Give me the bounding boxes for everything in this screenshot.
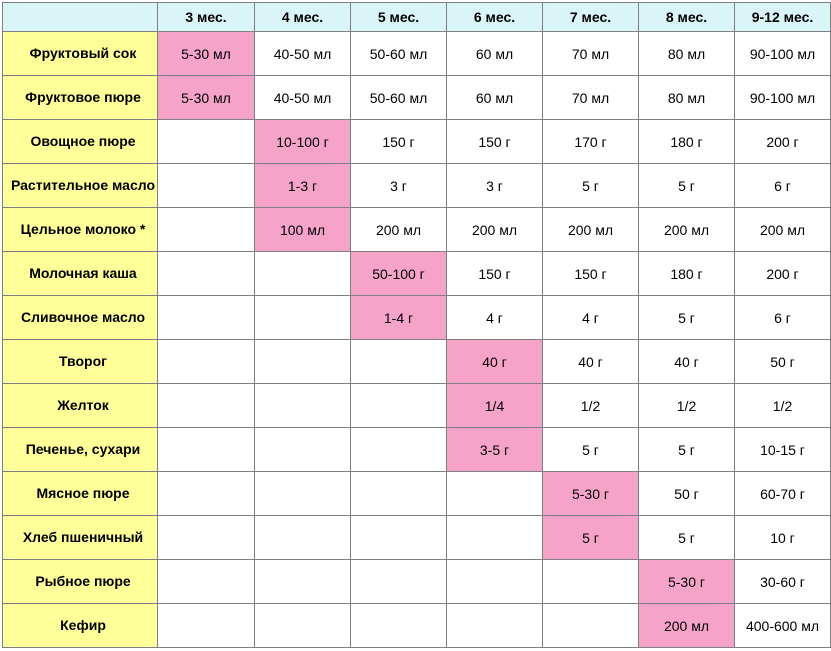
amount-cell: 1/2 [639, 384, 735, 428]
amount-cell: 3 г [447, 164, 543, 208]
amount-cell [255, 296, 351, 340]
amount-cell: 90-100 мл [735, 32, 831, 76]
food-label: Рыбное пюре [3, 560, 158, 604]
intro-amount-cell: 5-30 мл [158, 76, 255, 120]
amount-cell [158, 164, 255, 208]
amount-cell: 400-600 мл [735, 604, 831, 648]
table-row [3, 164, 831, 208]
intro-amount-cell: 5-30 г [639, 560, 735, 604]
food-label: Цельное молоко * [3, 208, 158, 252]
feeding-table [2, 2, 831, 648]
amount-cell: 5 г [639, 164, 735, 208]
amount-cell: 50-60 мл [351, 32, 447, 76]
table-row [3, 76, 831, 120]
amount-cell [351, 340, 447, 384]
intro-amount-cell: 5-30 г [543, 472, 639, 516]
amount-cell: 50-60 мл [351, 76, 447, 120]
amount-cell: 30-60 г [735, 560, 831, 604]
amount-cell: 200 г [735, 120, 831, 164]
amount-cell [543, 560, 639, 604]
amount-cell [255, 472, 351, 516]
amount-cell: 4 г [543, 296, 639, 340]
amount-cell [351, 560, 447, 604]
table-row [3, 340, 831, 384]
food-label: Мясное пюре [3, 472, 158, 516]
amount-cell: 180 г [639, 252, 735, 296]
amount-cell: 3 г [351, 164, 447, 208]
intro-amount-cell: 1-3 г [255, 164, 351, 208]
food-label: Желток [3, 384, 158, 428]
table-row [3, 32, 831, 76]
amount-cell [351, 384, 447, 428]
column-header: 5 мес. [351, 3, 447, 32]
amount-cell [158, 208, 255, 252]
intro-amount-cell: 3-5 г [447, 428, 543, 472]
column-header: 6 мес. [447, 3, 543, 32]
amount-cell: 200 мл [447, 208, 543, 252]
amount-cell: 5 г [639, 516, 735, 560]
amount-cell [158, 340, 255, 384]
amount-cell: 150 г [351, 120, 447, 164]
table-row [3, 472, 831, 516]
amount-cell: 1/2 [543, 384, 639, 428]
food-label: Овощное пюре [3, 120, 158, 164]
amount-cell: 90-100 мл [735, 76, 831, 120]
intro-amount-cell: 10-100 г [255, 120, 351, 164]
amount-cell [158, 252, 255, 296]
amount-cell: 40 г [639, 340, 735, 384]
amount-cell: 5 г [639, 296, 735, 340]
amount-cell [447, 516, 543, 560]
amount-cell: 1/2 [735, 384, 831, 428]
amount-cell [158, 472, 255, 516]
amount-cell [351, 472, 447, 516]
food-label: Кефир [3, 604, 158, 648]
intro-amount-cell: 40 г [447, 340, 543, 384]
table-row [3, 560, 831, 604]
table-body [3, 32, 831, 648]
table-row [3, 208, 831, 252]
amount-cell: 50 г [735, 340, 831, 384]
amount-cell: 50 г [639, 472, 735, 516]
amount-cell: 200 мл [735, 208, 831, 252]
column-header: 3 мес. [158, 3, 255, 32]
table-row [3, 604, 831, 648]
amount-cell [447, 560, 543, 604]
table-row [3, 384, 831, 428]
amount-cell: 40-50 мл [255, 76, 351, 120]
amount-cell [255, 428, 351, 472]
amount-cell: 70 мл [543, 32, 639, 76]
food-label: Фруктовый сок [3, 32, 158, 76]
amount-cell: 6 г [735, 164, 831, 208]
table-row [3, 428, 831, 472]
amount-cell [543, 604, 639, 648]
food-label: Хлеб пшеничный [3, 516, 158, 560]
amount-cell: 200 мл [543, 208, 639, 252]
food-label: Молочная каша [3, 252, 158, 296]
amount-cell [158, 428, 255, 472]
amount-cell: 80 мл [639, 32, 735, 76]
intro-amount-cell: 50-100 г [351, 252, 447, 296]
column-header: 9-12 мес. [735, 3, 831, 32]
amount-cell [158, 560, 255, 604]
amount-cell: 60 мл [447, 32, 543, 76]
amount-cell [255, 604, 351, 648]
amount-cell [158, 604, 255, 648]
amount-cell: 80 мл [639, 76, 735, 120]
amount-cell [351, 516, 447, 560]
amount-cell: 60-70 г [735, 472, 831, 516]
amount-cell [351, 604, 447, 648]
amount-cell [158, 120, 255, 164]
amount-cell: 170 г [543, 120, 639, 164]
column-header: 4 мес. [255, 3, 351, 32]
food-label: Печенье, сухари [3, 428, 158, 472]
amount-cell [158, 296, 255, 340]
amount-cell [158, 384, 255, 428]
food-label: Сливочное масло [3, 296, 158, 340]
food-label: Творог [3, 340, 158, 384]
amount-cell [255, 560, 351, 604]
column-header: 7 мес. [543, 3, 639, 32]
amount-cell [351, 428, 447, 472]
food-label: Фруктовое пюре [3, 76, 158, 120]
amount-cell [255, 252, 351, 296]
amount-cell: 200 г [735, 252, 831, 296]
amount-cell [158, 516, 255, 560]
amount-cell [447, 472, 543, 516]
intro-amount-cell: 100 мл [255, 208, 351, 252]
amount-cell: 180 г [639, 120, 735, 164]
food-label: Растительное масло [3, 164, 158, 208]
header-corner-cell [3, 3, 158, 32]
amount-cell [447, 604, 543, 648]
intro-amount-cell: 5-30 мл [158, 32, 255, 76]
amount-cell: 70 мл [543, 76, 639, 120]
table-row [3, 252, 831, 296]
amount-cell: 150 г [543, 252, 639, 296]
amount-cell: 60 мл [447, 76, 543, 120]
amount-cell: 200 мл [351, 208, 447, 252]
table-row [3, 120, 831, 164]
amount-cell: 10 г [735, 516, 831, 560]
header-row [3, 3, 831, 32]
amount-cell: 5 г [543, 428, 639, 472]
amount-cell: 200 мл [639, 208, 735, 252]
intro-amount-cell: 1/4 [447, 384, 543, 428]
amount-cell: 150 г [447, 252, 543, 296]
amount-cell: 40-50 мл [255, 32, 351, 76]
amount-cell: 10-15 г [735, 428, 831, 472]
amount-cell: 5 г [543, 164, 639, 208]
column-header: 8 мес. [639, 3, 735, 32]
intro-amount-cell: 5 г [543, 516, 639, 560]
table-row [3, 296, 831, 340]
amount-cell: 6 г [735, 296, 831, 340]
intro-amount-cell: 1-4 г [351, 296, 447, 340]
intro-amount-cell: 200 мл [639, 604, 735, 648]
amount-cell: 150 г [447, 120, 543, 164]
amount-cell: 5 г [639, 428, 735, 472]
amount-cell: 4 г [447, 296, 543, 340]
table-row [3, 516, 831, 560]
amount-cell: 40 г [543, 340, 639, 384]
amount-cell [255, 384, 351, 428]
amount-cell [255, 516, 351, 560]
amount-cell [255, 340, 351, 384]
